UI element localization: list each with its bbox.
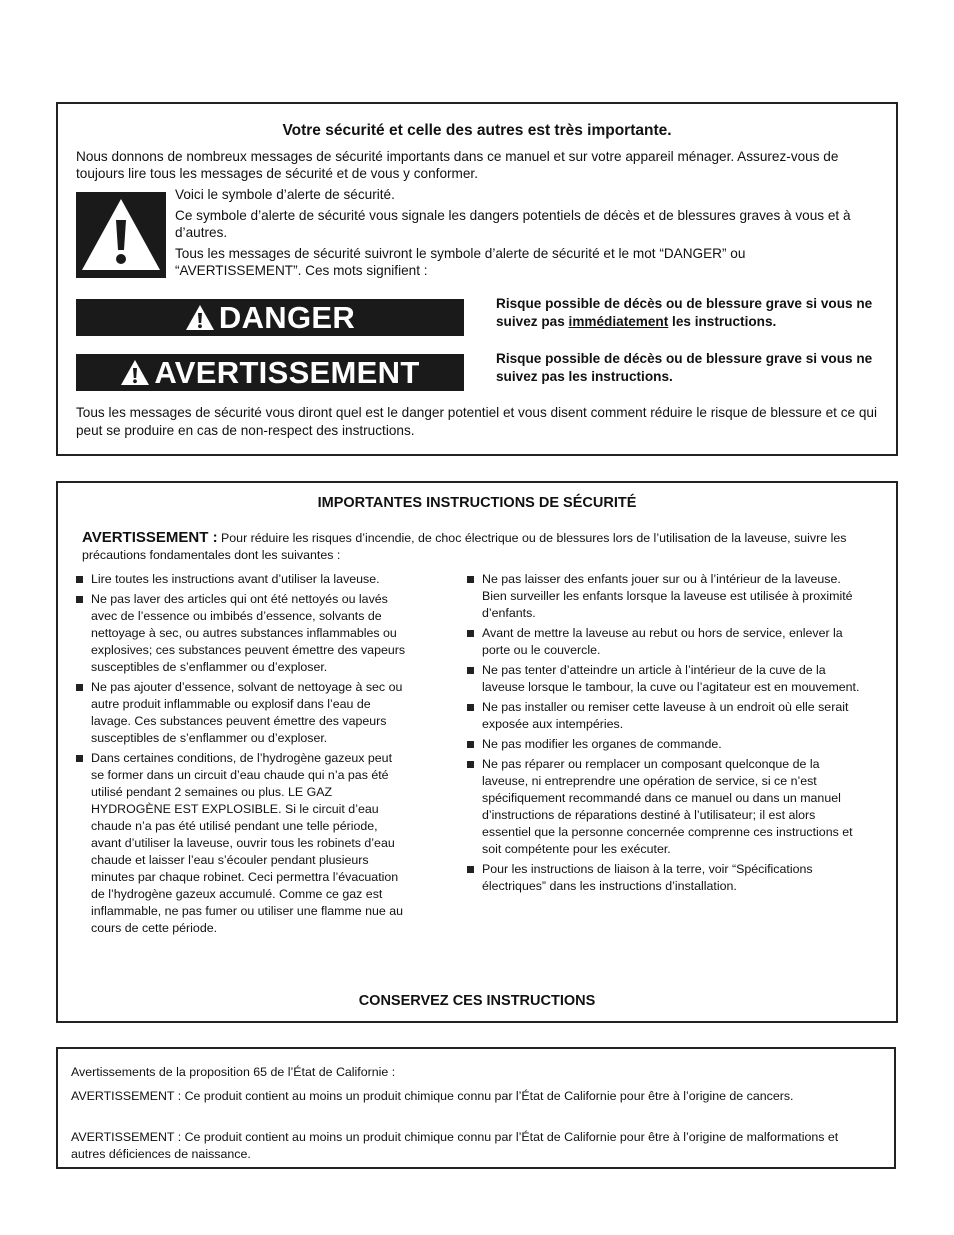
list-item: Ne pas laisser des enfants jouer sur ou à l’intérieur de la laveuse. Bien surveiller les enfants lorsque la laveuse est utilisée à proximité d’enfants. bbox=[467, 571, 862, 622]
instructions-warning-label: AVERTISSEMENT : bbox=[82, 529, 218, 546]
instructions-warning-text: Pour réduire les risques d’incendie, de choc électrique ou de blessures lors de l’utilisation de la laveuse, suivre les précautions fondamentales dont les suivantes : bbox=[82, 531, 847, 562]
symbol-text-1: Voici le symbole d’alerte de sécurité. bbox=[175, 187, 395, 202]
list-item: Lire toutes les instructions avant d’utiliser la laveuse. bbox=[76, 571, 406, 588]
safety-instructions-box bbox=[56, 481, 898, 1023]
list-item: Ne pas modifier les organes de commande. bbox=[467, 736, 862, 753]
list-item: Ne pas réparer ou remplacer un composant quelconque de la laveuse, ni entreprendre une opération de service, si ce n’est spécifiquement recommandé dans ce manuel ou dans un manuel d’instructions de réparations destiné à l’utilisateur; il est alors essentiel que la personne concernée comprenne ces instructions et soit compétente pour les exécuter. bbox=[467, 756, 862, 858]
instructions-left-list bbox=[76, 571, 406, 940]
instructions-title: IMPORTANTES INSTRUCTIONS DE SÉCURITÉ bbox=[317, 495, 637, 511]
symbol-text-2: Ce symbole d’alerte de sécurité vous signale les dangers potentiels de décès et de blessures graves à vous et à d’autres. bbox=[175, 208, 851, 240]
symbol-text-3: Tous les messages de sécurité suivront le symbole d’alerte de sécurité et le mot “DANGER” ou “AVERTISSEMENT”. Ces mots signifient : bbox=[175, 246, 746, 278]
prop65-heading: Avertissements de la proposition 65 de l’État de Californie : bbox=[71, 1065, 396, 1079]
warning-alert-icon bbox=[120, 359, 150, 386]
warning-signal-banner bbox=[76, 354, 464, 391]
danger-desc-before: Risque possible de décès ou de blessure grave si vous ne suivez pas bbox=[496, 296, 873, 329]
prop65-box bbox=[56, 1047, 896, 1169]
instructions-right-list bbox=[467, 571, 862, 898]
safety-message-box bbox=[56, 102, 898, 456]
danger-description bbox=[496, 295, 892, 331]
danger-signal-banner bbox=[76, 299, 464, 336]
prop65-warning-birth-defects: AVERTISSEMENT : Ce produit contient au moins un produit chimique connu par l’État de Californie pour être à l’origine de malformations et autres déficiences de naissance. bbox=[71, 1130, 839, 1161]
list-item: Pour les instructions de liaison à la terre, voir “Spécifications électriques” dans les instructions d’installation. bbox=[467, 861, 862, 895]
warning-label: AVERTISSEMENT bbox=[154, 354, 420, 390]
danger-alert-icon bbox=[185, 304, 215, 331]
list-item: Ne pas ajouter d’essence, solvant de nettoyage à sec ou autre produit inflammable ou explosif dans l’eau de lavage. Ces substances peuvent émettre des vapeurs susceptibles de s’enflammer ou d’exploser. bbox=[76, 679, 406, 747]
instructions-warning bbox=[82, 529, 872, 564]
safety-alert-icon bbox=[76, 192, 166, 278]
list-item: Dans certaines conditions, de l’hydrogène gazeux peut se former dans un circuit d’eau chaude qui n’a pas été utilisé pendant 2 semaines ou plus. LE GAZ HYDROGÈNE EST EXPLOSIBLE. Si le circuit d’eau chaude n’a pas été utilisé pendant une telle période, avant d’utiliser la laveuse, ouvrir tous les robinets d’eau chaude et laisser l’eau s’écouler pendant plusieurs minutes par chaque robinet. Ceci permettra l’évacuation de l’hydrogène gazeux accumulé. Comme ce gaz est inflammable, ne pas fumer ou utiliser une flamme nue au cours de cette période. bbox=[76, 750, 406, 937]
danger-desc-underlined: immédiatement bbox=[568, 314, 669, 329]
list-item: Ne pas installer ou remiser cette laveuse à un endroit où elle serait exposée aux intempéries. bbox=[467, 699, 862, 733]
warning-description: Risque possible de décès ou de blessure grave si vous ne suivez pas les instructions. bbox=[496, 351, 873, 384]
safety-footer: Tous les messages de sécurité vous diront quel est le danger potentiel et vous disent comment réduire le risque de blessure et ce qui peut se produire en cas de non-respect des instructions. bbox=[76, 405, 877, 438]
list-item: Avant de mettre la laveuse au rebut ou hors de service, enlever la porte ou le couvercle. bbox=[467, 625, 862, 659]
danger-label: DANGER bbox=[218, 299, 356, 335]
save-instructions-footer: CONSERVEZ CES INSTRUCTIONS bbox=[358, 993, 596, 1009]
danger-desc-after: les instructions. bbox=[668, 314, 777, 329]
list-item: Ne pas laver des articles qui ont été nettoyés ou lavés avec de l’essence ou imbibés d’essence, solvants de nettoyage à sec, ou autres substances inflammables ou explosives; ces substances peuvent émettre des vapeurs susceptibles de s’enflammer ou d’exploser. bbox=[76, 591, 406, 676]
safety-title: Votre sécurité et celle des autres est très importante. bbox=[282, 122, 672, 139]
list-item: Ne pas tenter d’atteindre un article à l’intérieur de la cuve de la laveuse lorsque le tambour, la cuve ou l’agitateur est en mouvement. bbox=[467, 662, 862, 696]
safety-intro: Nous donnons de nombreux messages de sécurité importants dans ce manuel et sur votre appareil ménager. Assurez-vous de toujours lire tous les messages de sécurité et de vous y conformer. bbox=[76, 149, 839, 181]
prop65-warning-cancer: AVERTISSEMENT : Ce produit contient au moins un produit chimique connu par l’État de Californie pour être à l’origine de cancers. bbox=[71, 1089, 794, 1103]
